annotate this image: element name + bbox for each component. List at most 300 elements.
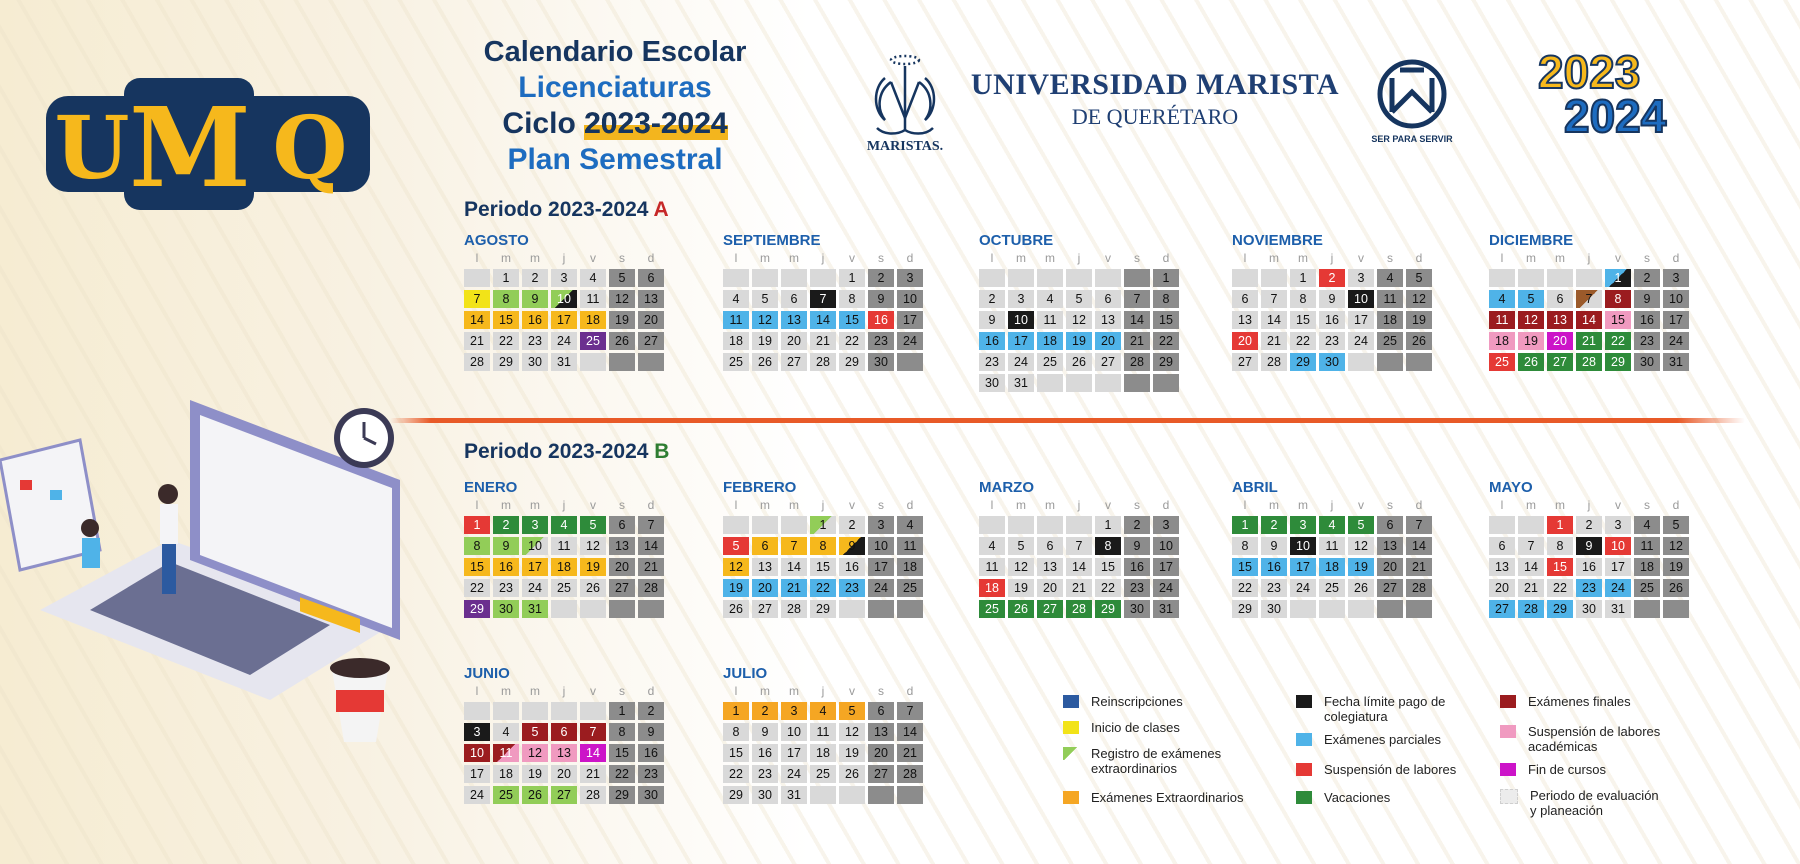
- empty-day-cell: [1095, 374, 1121, 392]
- day-cell: 5: [580, 516, 606, 534]
- day-cell: 17: [1008, 332, 1034, 350]
- day-cell: 16: [1634, 311, 1660, 329]
- weekday-label: m: [530, 684, 540, 698]
- day-cell: 22: [1290, 332, 1316, 350]
- empty-day-cell: [1576, 269, 1602, 287]
- day-cell: 9: [1634, 290, 1660, 308]
- day-cell: 22: [1095, 579, 1121, 597]
- weekday-label: d: [906, 684, 914, 698]
- weekday-label: v: [1105, 498, 1111, 512]
- legend-label: Registro de exámenes extraordinarios: [1091, 746, 1222, 776]
- day-cell: 7: [638, 516, 664, 534]
- empty-day-cell: [1037, 516, 1063, 534]
- weekday-label: j: [821, 251, 825, 265]
- day-cell: 7: [1576, 290, 1602, 308]
- day-cell: 21: [1124, 332, 1150, 350]
- day-cell: 19: [1518, 332, 1544, 350]
- weekday-label: s: [1644, 498, 1650, 512]
- day-cell: 7: [897, 702, 923, 720]
- day-cell: 3: [868, 516, 894, 534]
- weekday-label: j: [1330, 498, 1334, 512]
- day-cell: 9: [979, 311, 1005, 329]
- month-febrero: [723, 479, 928, 618]
- day-cell: 17: [781, 744, 807, 762]
- day-cell: 13: [1095, 311, 1121, 329]
- day-cell: 28: [1406, 579, 1432, 597]
- day-cell: 6: [1095, 290, 1121, 308]
- month-grid: [1489, 497, 1694, 618]
- day-cell: 20: [1095, 332, 1121, 350]
- weekday-label: d: [906, 498, 914, 512]
- day-cell: 12: [609, 290, 635, 308]
- empty-day-cell: [781, 269, 807, 287]
- day-cell: 6: [1377, 516, 1403, 534]
- month-name: SEPTIEMBRE: [723, 232, 821, 249]
- day-cell: 3: [522, 516, 548, 534]
- weekday-label: m: [501, 684, 511, 698]
- day-cell: 25: [580, 332, 606, 350]
- day-cell: 8: [723, 723, 749, 741]
- day-cell: 12: [580, 537, 606, 555]
- day-cell: 5: [839, 702, 865, 720]
- day-cell: 27: [752, 600, 778, 618]
- day-cell: 16: [522, 311, 548, 329]
- weekday-label: j: [1330, 251, 1334, 265]
- day-cell: 19: [1008, 579, 1034, 597]
- day-cell: 19: [1663, 558, 1689, 576]
- day-cell: 28: [1518, 600, 1544, 618]
- day-cell: 3: [1008, 290, 1034, 308]
- day-cell: 2: [1319, 269, 1345, 287]
- day-cell: 10: [897, 290, 923, 308]
- weekday-label: l: [734, 498, 738, 512]
- day-cell: 10: [1605, 537, 1631, 555]
- weekday-label: j: [1077, 251, 1081, 265]
- day-cell: 25: [493, 786, 519, 804]
- day-cell: 6: [868, 702, 894, 720]
- day-cell: 22: [1547, 579, 1573, 597]
- day-cell: 5: [752, 290, 778, 308]
- day-cell: 1: [839, 269, 865, 287]
- svg-text:Q: Q: [272, 98, 348, 199]
- day-cell: 15: [1605, 311, 1631, 329]
- day-cell: 16: [1124, 558, 1150, 576]
- day-cell: 27: [1489, 600, 1515, 618]
- day-cell: 22: [1232, 579, 1258, 597]
- day-cell: 27: [1547, 353, 1573, 371]
- day-cell: 4: [1634, 516, 1660, 534]
- month-name: JUNIO: [464, 665, 510, 682]
- month-mayo: [1489, 479, 1694, 618]
- weekday-label: m: [1555, 498, 1565, 512]
- day-cell: 27: [551, 786, 577, 804]
- day-cell: 14: [897, 723, 923, 741]
- month-julio: [723, 665, 928, 804]
- empty-day-cell: [1124, 374, 1150, 392]
- weekday-label: m: [789, 684, 799, 698]
- day-cell: 2: [1634, 269, 1660, 287]
- month-name: NOVIEMBRE: [1232, 232, 1323, 249]
- day-cell: 5: [1406, 269, 1432, 287]
- empty-day-cell: [1290, 600, 1316, 618]
- empty-day-cell: [810, 269, 836, 287]
- empty-day-cell: [1406, 600, 1432, 618]
- day-cell: 20: [752, 579, 778, 597]
- day-cell: 4: [551, 516, 577, 534]
- day-cell: 7: [1124, 290, 1150, 308]
- day-cell: 4: [493, 723, 519, 741]
- empty-day-cell: [551, 600, 577, 618]
- weekday-label: m: [1016, 498, 1026, 512]
- legend-label: Reinscripciones: [1091, 694, 1183, 709]
- day-cell: 2: [1261, 516, 1287, 534]
- day-cell: 4: [897, 516, 923, 534]
- day-cell: 31: [1008, 374, 1034, 392]
- day-cell: 9: [638, 723, 664, 741]
- empty-day-cell: [1348, 353, 1374, 371]
- day-cell: 1: [493, 269, 519, 287]
- day-cell: 30: [522, 353, 548, 371]
- day-cell: 9: [839, 537, 865, 555]
- day-cell: 3: [551, 269, 577, 287]
- day-cell: 23: [638, 765, 664, 783]
- month-grid: [1232, 250, 1437, 371]
- day-cell: 18: [810, 744, 836, 762]
- month-junio: [464, 665, 669, 804]
- day-cell: 25: [810, 765, 836, 783]
- day-cell: 11: [1377, 290, 1403, 308]
- day-cell: 26: [580, 579, 606, 597]
- day-cell: 26: [609, 332, 635, 350]
- day-cell: 25: [723, 353, 749, 371]
- day-cell: 23: [1124, 579, 1150, 597]
- day-cell: 31: [781, 786, 807, 804]
- day-cell: 1: [723, 702, 749, 720]
- day-cell: 11: [810, 723, 836, 741]
- day-cell: 21: [781, 579, 807, 597]
- weekday-label: m: [501, 498, 511, 512]
- title-line4: Plan Semestral: [507, 143, 723, 176]
- empty-day-cell: [1377, 353, 1403, 371]
- day-cell: 17: [1605, 558, 1631, 576]
- day-cell: 25: [1489, 353, 1515, 371]
- month-name: MAYO: [1489, 479, 1533, 496]
- day-cell: 20: [1489, 579, 1515, 597]
- day-cell: 1: [1232, 516, 1258, 534]
- weekday-label: l: [475, 684, 479, 698]
- empty-day-cell: [1406, 353, 1432, 371]
- month-name: DICIEMBRE: [1489, 232, 1574, 249]
- weekday-label: l: [990, 251, 994, 265]
- day-cell: 19: [752, 332, 778, 350]
- day-cell: 28: [464, 353, 490, 371]
- weekday-label: d: [1415, 498, 1423, 512]
- day-cell: 11: [723, 311, 749, 329]
- month-grid: [1489, 250, 1694, 371]
- day-cell: 18: [1634, 558, 1660, 576]
- day-cell: 30: [1124, 600, 1150, 618]
- title-line3-prefix: Ciclo: [502, 107, 585, 140]
- day-cell: 8: [609, 723, 635, 741]
- empty-day-cell: [752, 269, 778, 287]
- empty-day-cell: [723, 516, 749, 534]
- legend-item: [1296, 790, 1496, 805]
- month-grid: [723, 250, 928, 371]
- weekday-label: v: [1615, 498, 1621, 512]
- day-cell: 17: [1153, 558, 1179, 576]
- month-name: OCTUBRE: [979, 232, 1054, 249]
- day-cell: 29: [1290, 353, 1316, 371]
- day-cell: 3: [1348, 269, 1374, 287]
- maristas-text: MARISTAS.: [866, 139, 944, 154]
- day-cell: 18: [1319, 558, 1345, 576]
- day-cell: 2: [839, 516, 865, 534]
- day-cell: 11: [979, 558, 1005, 576]
- day-cell: 14: [464, 311, 490, 329]
- weekday-label: s: [878, 251, 884, 265]
- month-grid: [979, 497, 1184, 618]
- day-cell: 28: [1261, 353, 1287, 371]
- day-cell: 20: [551, 765, 577, 783]
- day-cell: 23: [1576, 579, 1602, 597]
- day-cell: 25: [1634, 579, 1660, 597]
- day-cell: 18: [1489, 332, 1515, 350]
- legend-swatch: [1296, 791, 1312, 804]
- weekday-label: d: [647, 684, 655, 698]
- empty-day-cell: [1037, 269, 1063, 287]
- day-cell: 15: [723, 744, 749, 762]
- month-diciembre: [1489, 232, 1694, 371]
- weekday-label: m: [1016, 251, 1026, 265]
- day-cell: 27: [1095, 353, 1121, 371]
- day-cell: 4: [810, 702, 836, 720]
- legend-swatch: [1500, 789, 1518, 804]
- university-name: [970, 68, 1340, 130]
- legend-item: [1500, 724, 1680, 754]
- day-cell: 9: [1576, 537, 1602, 555]
- day-cell: 30: [752, 786, 778, 804]
- day-cell: 8: [464, 537, 490, 555]
- day-cell: 30: [1634, 353, 1660, 371]
- day-cell: 20: [868, 744, 894, 762]
- day-cell: 13: [868, 723, 894, 741]
- period-b-label: Periodo 2023-2024: [464, 440, 655, 463]
- day-cell: 13: [551, 744, 577, 762]
- day-cell: 22: [723, 765, 749, 783]
- day-cell: 24: [1153, 579, 1179, 597]
- month-enero: [464, 479, 669, 618]
- legend-swatch: [1500, 763, 1516, 776]
- empty-day-cell: [580, 600, 606, 618]
- day-cell: 11: [1037, 311, 1063, 329]
- day-cell: 10: [781, 723, 807, 741]
- day-cell: 27: [638, 332, 664, 350]
- day-cell: 17: [522, 558, 548, 576]
- empty-day-cell: [638, 353, 664, 371]
- empty-day-cell: [897, 353, 923, 371]
- day-cell: 27: [781, 353, 807, 371]
- day-cell: 30: [1576, 600, 1602, 618]
- day-cell: 19: [522, 765, 548, 783]
- day-cell: 6: [1037, 537, 1063, 555]
- day-cell: 19: [580, 558, 606, 576]
- day-cell: 19: [1066, 332, 1092, 350]
- day-cell: 9: [1261, 537, 1287, 555]
- legend: [1063, 692, 1703, 842]
- weekday-label: d: [1162, 251, 1170, 265]
- day-cell: 8: [1547, 537, 1573, 555]
- weekday-label: l: [990, 498, 994, 512]
- weekday-label: v: [1358, 251, 1364, 265]
- day-cell: 29: [810, 600, 836, 618]
- month-grid: [464, 250, 669, 371]
- legend-swatch: [1063, 791, 1079, 804]
- day-cell: 14: [781, 558, 807, 576]
- day-cell: 24: [868, 579, 894, 597]
- day-cell: 5: [609, 269, 635, 287]
- day-cell: 6: [1232, 290, 1258, 308]
- day-cell: 18: [551, 558, 577, 576]
- day-cell: 30: [638, 786, 664, 804]
- day-cell: 30: [868, 353, 894, 371]
- day-cell: 14: [1406, 537, 1432, 555]
- legend-label: Fin de cursos: [1528, 762, 1607, 777]
- day-cell: 7: [1406, 516, 1432, 534]
- legend-item: [1063, 746, 1243, 776]
- day-cell: 8: [1232, 537, 1258, 555]
- day-cell: 14: [810, 311, 836, 329]
- day-cell: 10: [1290, 537, 1316, 555]
- weekday-label: j: [562, 251, 566, 265]
- day-cell: 24: [1008, 353, 1034, 371]
- day-cell: 14: [580, 744, 606, 762]
- weekday-label: m: [760, 251, 770, 265]
- month-grid: [723, 683, 928, 804]
- day-cell: 14: [1066, 558, 1092, 576]
- day-cell: 16: [638, 744, 664, 762]
- day-cell: 3: [897, 269, 923, 287]
- empty-day-cell: [493, 702, 519, 720]
- month-agosto: [464, 232, 669, 371]
- university-name-line2: DE QUERÉTARO: [1071, 104, 1239, 129]
- day-cell: 29: [1232, 600, 1258, 618]
- month-octubre: [979, 232, 1184, 392]
- weekday-label: s: [1387, 498, 1393, 512]
- day-cell: 9: [752, 723, 778, 741]
- day-cell: 23: [752, 765, 778, 783]
- legend-label: Inicio de clases: [1091, 720, 1180, 735]
- day-cell: 15: [1153, 311, 1179, 329]
- day-cell: 26: [1663, 579, 1689, 597]
- day-cell: 10: [1663, 290, 1689, 308]
- weekday-label: m: [1298, 498, 1308, 512]
- weekday-label: s: [878, 684, 884, 698]
- day-cell: 24: [1605, 579, 1631, 597]
- day-cell: 9: [493, 537, 519, 555]
- day-cell: 5: [1008, 537, 1034, 555]
- day-cell: 18: [897, 558, 923, 576]
- legend-label: Periodo de evaluación y planeación: [1530, 788, 1659, 818]
- day-cell: 23: [979, 353, 1005, 371]
- weekday-label: v: [1615, 251, 1621, 265]
- empty-day-cell: [1489, 516, 1515, 534]
- day-cell: 29: [1153, 353, 1179, 371]
- day-cell: 13: [609, 537, 635, 555]
- day-cell: 13: [1547, 311, 1573, 329]
- weekday-label: m: [789, 498, 799, 512]
- day-cell: 22: [464, 579, 490, 597]
- day-cell: 14: [1576, 311, 1602, 329]
- day-cell: 18: [493, 765, 519, 783]
- empty-day-cell: [1518, 269, 1544, 287]
- empty-day-cell: [1489, 269, 1515, 287]
- day-cell: 1: [1095, 516, 1121, 534]
- day-cell: 8: [1153, 290, 1179, 308]
- month-septiembre: [723, 232, 928, 371]
- day-cell: 20: [1232, 332, 1258, 350]
- day-cell: 17: [1348, 311, 1374, 329]
- legend-label: Exámenes finales: [1528, 694, 1631, 709]
- day-cell: 5: [723, 537, 749, 555]
- day-cell: 6: [1547, 290, 1573, 308]
- weekday-label: d: [1162, 498, 1170, 512]
- weekday-label: v: [590, 251, 596, 265]
- day-cell: 12: [723, 558, 749, 576]
- day-cell: 26: [752, 353, 778, 371]
- day-cell: 31: [522, 600, 548, 618]
- weekday-label: s: [1644, 251, 1650, 265]
- day-cell: 2: [868, 269, 894, 287]
- empty-day-cell: [1066, 516, 1092, 534]
- day-cell: 21: [1066, 579, 1092, 597]
- day-cell: 28: [810, 353, 836, 371]
- weekday-label: v: [849, 684, 855, 698]
- day-cell: 4: [1037, 290, 1063, 308]
- day-cell: 13: [1377, 537, 1403, 555]
- day-cell: 10: [522, 537, 548, 555]
- month-abril: [1232, 479, 1437, 618]
- day-cell: 25: [551, 579, 577, 597]
- day-cell: 1: [810, 516, 836, 534]
- day-cell: 21: [580, 765, 606, 783]
- legend-label: Suspensión de labores: [1324, 762, 1457, 777]
- day-cell: 15: [1095, 558, 1121, 576]
- day-cell: 3: [1605, 516, 1631, 534]
- day-cell: 16: [752, 744, 778, 762]
- day-cell: 21: [1261, 332, 1287, 350]
- day-cell: 25: [897, 579, 923, 597]
- university-name-line1: UNIVERSIDAD MARISTA: [970, 68, 1340, 101]
- day-cell: 9: [522, 290, 548, 308]
- day-cell: 26: [1008, 600, 1034, 618]
- day-cell: 20: [1547, 332, 1573, 350]
- weekday-label: s: [878, 498, 884, 512]
- weekday-label: d: [1672, 251, 1680, 265]
- day-cell: 30: [1319, 353, 1345, 371]
- day-cell: 27: [609, 579, 635, 597]
- day-cell: 22: [810, 579, 836, 597]
- legend-label: Suspensión de labores académicas: [1528, 724, 1661, 754]
- day-cell: 8: [839, 290, 865, 308]
- weekday-label: v: [590, 498, 596, 512]
- weekday-label: s: [1134, 251, 1140, 265]
- empty-day-cell: [464, 702, 490, 720]
- day-cell: 27: [1377, 579, 1403, 597]
- day-cell: 3: [781, 702, 807, 720]
- day-cell: 3: [1290, 516, 1316, 534]
- weekday-label: l: [475, 251, 479, 265]
- day-cell: 25: [1037, 353, 1063, 371]
